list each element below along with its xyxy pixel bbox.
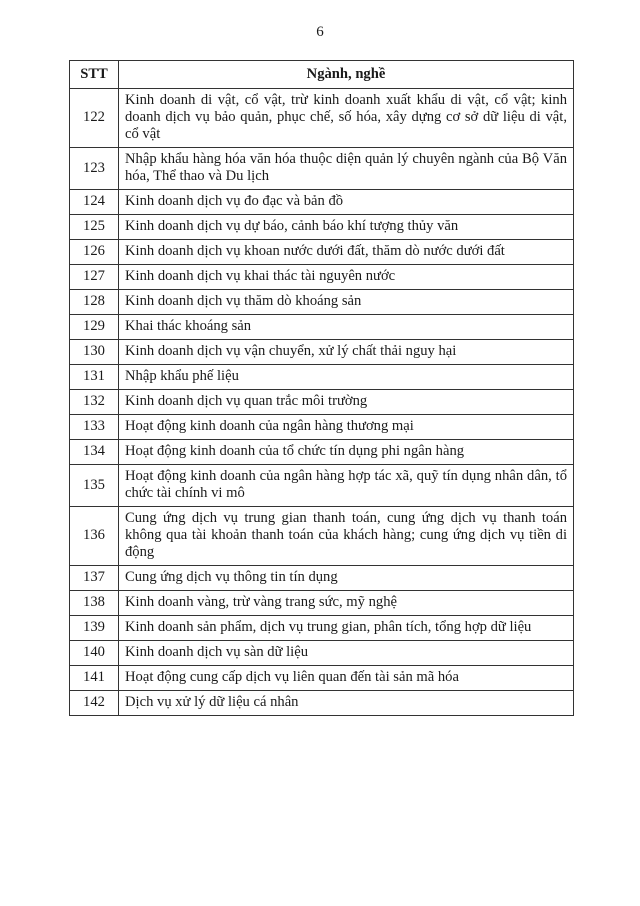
table-row xyxy=(70,691,574,716)
table-row xyxy=(70,666,574,691)
row-number: 128 xyxy=(70,290,119,315)
table-row xyxy=(70,390,574,415)
table-body xyxy=(70,89,574,716)
industry-name: Hoạt động kinh doanh của tổ chức tín dụng phi ngân hàng xyxy=(119,440,574,465)
row-number: 140 xyxy=(70,641,119,666)
row-number: 129 xyxy=(70,315,119,340)
row-number: 135 xyxy=(70,465,119,507)
table-row xyxy=(70,190,574,215)
table-row xyxy=(70,315,574,340)
header-industry: Ngành, nghề xyxy=(119,61,574,89)
industry-name: Kinh doanh sản phẩm, dịch vụ trung gian, phân tích, tổng hợp dữ liệu xyxy=(119,616,574,641)
industry-name: Cung ứng dịch vụ thông tin tín dụng xyxy=(119,566,574,591)
industry-name: Khai thác khoáng sản xyxy=(119,315,574,340)
table-row xyxy=(70,566,574,591)
row-number: 142 xyxy=(70,691,119,716)
table-row xyxy=(70,591,574,616)
industry-name: Kinh doanh dịch vụ quan trắc môi trường xyxy=(119,390,574,415)
table-row xyxy=(70,340,574,365)
industry-name: Nhập khẩu phế liệu xyxy=(119,365,574,390)
row-number: 123 xyxy=(70,148,119,190)
row-number: 141 xyxy=(70,666,119,691)
row-number: 134 xyxy=(70,440,119,465)
industry-name: Kinh doanh dịch vụ vận chuyển, xử lý chất thải nguy hại xyxy=(119,340,574,365)
row-number: 132 xyxy=(70,390,119,415)
table-row xyxy=(70,616,574,641)
table-row xyxy=(70,215,574,240)
row-number: 127 xyxy=(70,265,119,290)
industry-name: Dịch vụ xử lý dữ liệu cá nhân xyxy=(119,691,574,716)
industry-name: Hoạt động kinh doanh của ngân hàng hợp tác xã, quỹ tín dụng nhân dân, tổ chức tài chính vi mô xyxy=(119,465,574,507)
table-header-row xyxy=(70,61,574,89)
industry-name: Kinh doanh vàng, trừ vàng trang sức, mỹ nghệ xyxy=(119,591,574,616)
industry-name: Kinh doanh dịch vụ đo đạc và bản đồ xyxy=(119,190,574,215)
industry-name: Kinh doanh dịch vụ khoan nước dưới đất, thăm dò nước dưới đất xyxy=(119,240,574,265)
table-row xyxy=(70,265,574,290)
table-row xyxy=(70,415,574,440)
row-number: 126 xyxy=(70,240,119,265)
industry-table xyxy=(69,60,574,716)
table-row xyxy=(70,641,574,666)
table-row xyxy=(70,465,574,507)
page-number: 6 xyxy=(316,24,324,40)
table-row xyxy=(70,440,574,465)
row-number: 125 xyxy=(70,215,119,240)
row-number: 131 xyxy=(70,365,119,390)
table-row xyxy=(70,507,574,566)
industry-name: Nhập khẩu hàng hóa văn hóa thuộc diện quản lý chuyên ngành của Bộ Văn hóa, Thể thao và Du lịch xyxy=(119,148,574,190)
industry-name: Cung ứng dịch vụ trung gian thanh toán, cung ứng dịch vụ thanh toán không qua tài khoản thanh toán của khách hàng; cung ứng dịch vụ tiền di động xyxy=(119,507,574,566)
industry-name: Hoạt động cung cấp dịch vụ liên quan đến tài sản mã hóa xyxy=(119,666,574,691)
row-number: 138 xyxy=(70,591,119,616)
row-number: 130 xyxy=(70,340,119,365)
industry-name: Kinh doanh dịch vụ thăm dò khoáng sản xyxy=(119,290,574,315)
table-row xyxy=(70,365,574,390)
industry-name: Kinh doanh dịch vụ sàn dữ liệu xyxy=(119,641,574,666)
row-number: 136 xyxy=(70,507,119,566)
row-number: 124 xyxy=(70,190,119,215)
row-number: 133 xyxy=(70,415,119,440)
header-stt: STT xyxy=(70,61,119,89)
industry-name: Kinh doanh dịch vụ khai thác tài nguyên nước xyxy=(119,265,574,290)
table-row xyxy=(70,148,574,190)
table-row xyxy=(70,89,574,148)
table-row xyxy=(70,290,574,315)
row-number: 122 xyxy=(70,89,119,148)
industry-name: Kinh doanh di vật, cổ vật, trừ kinh doanh xuất khẩu di vật, cổ vật; kinh doanh dịch vụ bảo quản, phục chế, số hóa, xây dựng cơ sở dữ liệu di vật, cổ vật xyxy=(119,89,574,148)
row-number: 139 xyxy=(70,616,119,641)
industry-name: Kinh doanh dịch vụ dự báo, cảnh báo khí tượng thủy văn xyxy=(119,215,574,240)
row-number: 137 xyxy=(70,566,119,591)
table-row xyxy=(70,240,574,265)
industry-name: Hoạt động kinh doanh của ngân hàng thương mại xyxy=(119,415,574,440)
